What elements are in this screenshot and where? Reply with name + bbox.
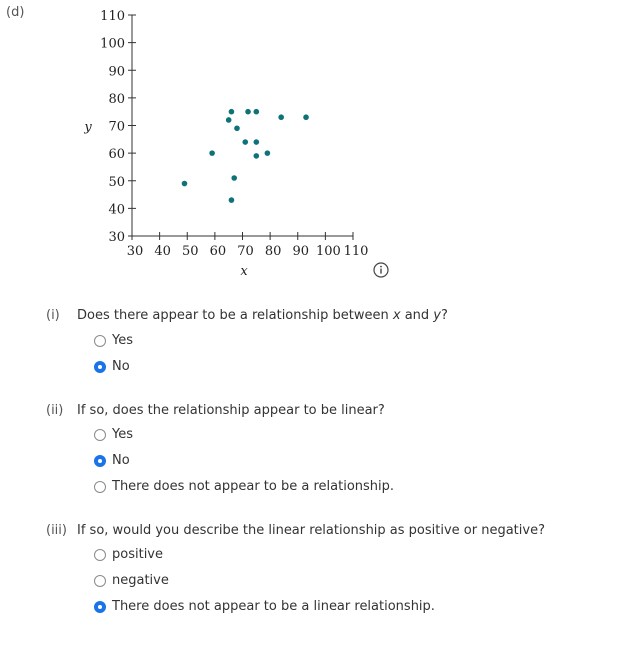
x-tick-label: 90 [292, 244, 310, 259]
y-tick-label: 110 [100, 9, 125, 24]
data-point [303, 114, 309, 120]
y-tick-label: 100 [100, 36, 125, 52]
q2-radio-no-relationship[interactable] [94, 481, 106, 493]
q2-option-no-relationship[interactable]: There does not appear to be a relationship. [94, 479, 394, 494]
chart-axes [83, 9, 368, 279]
question-1-text: Does there appear to be a relationship between x and y? [77, 308, 448, 323]
x-tick-label: 80 [264, 244, 282, 259]
y-axis-label: y [84, 120, 92, 135]
data-point [265, 150, 271, 156]
x-tick-label: 40 [154, 244, 171, 259]
chart-points [182, 109, 309, 203]
q2-radio-yes[interactable] [94, 429, 106, 441]
q1-radio-yes[interactable] [94, 335, 106, 347]
question-1-number: (i) [46, 308, 60, 323]
data-point [254, 153, 260, 159]
q3-option-positive[interactable]: positive [94, 547, 163, 562]
x-tick-label: 100 [315, 244, 341, 259]
q2-option-yes[interactable]: Yes [94, 427, 133, 442]
y-tick-label: 70 [108, 119, 125, 135]
data-point [229, 197, 235, 203]
data-point [254, 139, 260, 145]
x-tick-label: 60 [209, 244, 227, 259]
x-tick-label: 110 [343, 244, 369, 259]
data-point [229, 109, 235, 115]
scatter-chart [0, 0, 625, 290]
y-tick-label: 50 [108, 174, 125, 190]
x-tick-label: 30 [126, 244, 144, 259]
data-point [245, 109, 251, 115]
data-point [182, 181, 188, 187]
y-tick-label: 40 [108, 202, 125, 218]
y-tick-label: 80 [108, 91, 125, 107]
q3-radio-no-linear-relationship[interactable] [94, 601, 106, 613]
data-point [231, 175, 237, 181]
x-tick-label: 70 [237, 244, 254, 259]
q1-option-no[interactable]: No [94, 359, 130, 374]
data-point [278, 114, 284, 120]
q2-radio-no[interactable] [94, 455, 106, 467]
info-icon[interactable] [373, 262, 389, 278]
data-point [226, 117, 232, 123]
question-2-text: If so, does the relationship appear to be linear? [77, 403, 385, 418]
question-3-text: If so, would you describe the linear relationship as positive or negative? [77, 523, 545, 538]
q3-radio-positive[interactable] [94, 549, 106, 561]
question-2-number: (ii) [46, 403, 64, 418]
y-tick-label: 90 [108, 64, 125, 80]
y-tick-label: 30 [108, 230, 125, 245]
x-axis-label: x [240, 264, 248, 279]
q2-option-no[interactable]: No [94, 453, 130, 468]
data-point [209, 150, 215, 156]
q3-radio-negative[interactable] [94, 575, 106, 587]
data-point [234, 125, 240, 131]
data-point [254, 109, 260, 115]
q3-option-negative[interactable]: negative [94, 573, 169, 588]
part-label: (d) [6, 5, 25, 20]
x-tick-label: 50 [181, 244, 199, 259]
y-tick-label: 60 [108, 147, 125, 163]
question-3-number: (iii) [46, 523, 67, 538]
q1-radio-no[interactable] [94, 361, 106, 373]
q1-option-yes[interactable]: Yes [94, 333, 133, 348]
data-point [242, 139, 248, 145]
q3-option-no-linear-relationship[interactable]: There does not appear to be a linear relationship. [94, 599, 435, 614]
